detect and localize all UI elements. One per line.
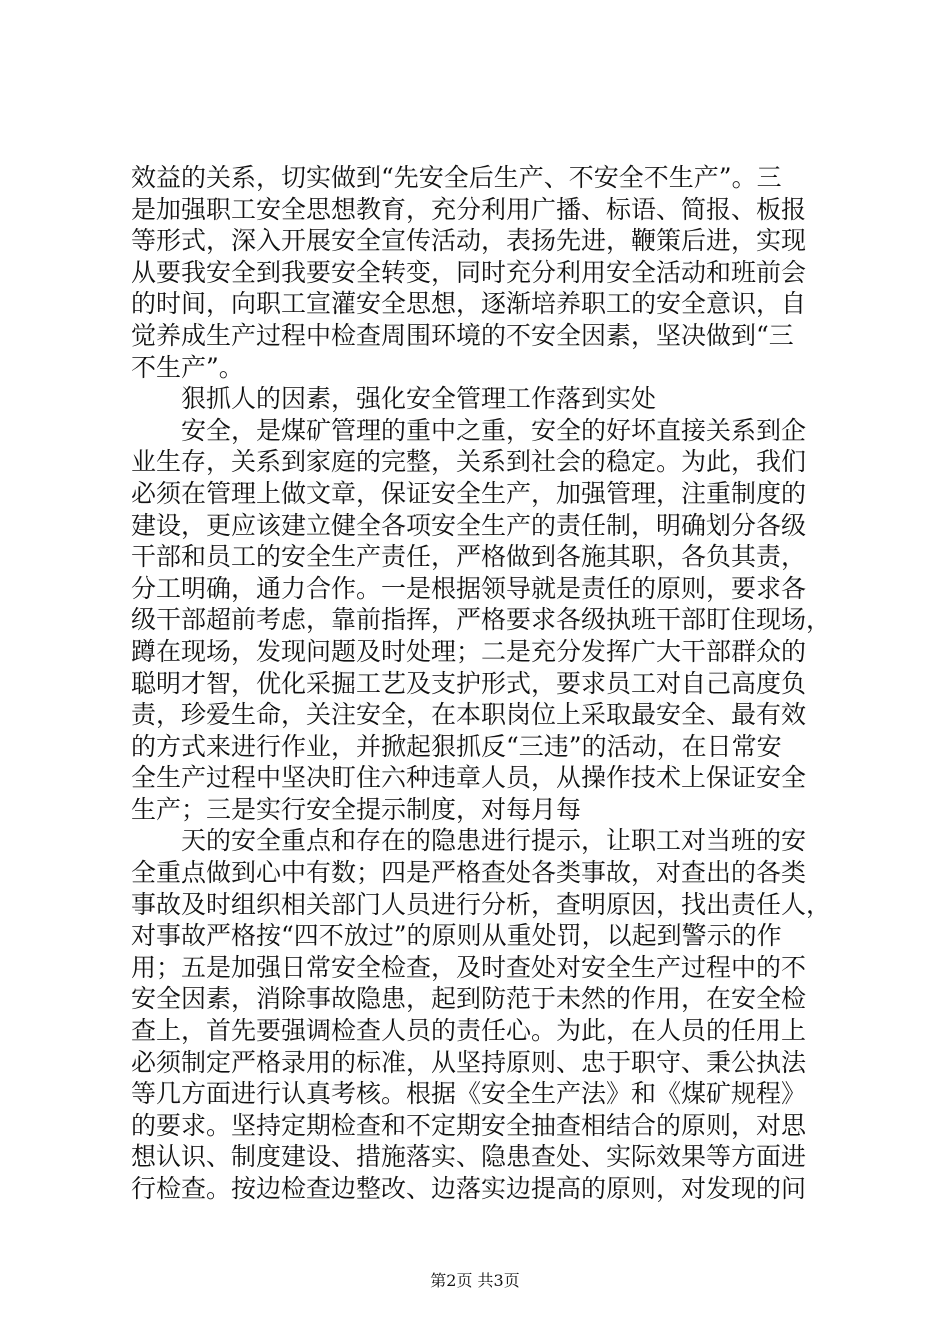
text-line: 蹲在现场，发现问题及时处理；二是充分发挥广大干部群众的 [131, 636, 807, 666]
text-line: 级干部超前考虑，靠前指挥，严格要求各级执班干部盯住现场， [131, 605, 832, 635]
text-line: 是加强职工安全思想教育，充分利用广播、标语、简报、板报 [131, 194, 807, 224]
text-line: 的方式来进行作业，并掀起狠抓反“三违”的活动，在日常安 [131, 731, 782, 761]
text-line: 建设，更应该建立健全各项安全生产的责任制，明确划分各级 [131, 510, 807, 540]
text-line: 分工明确，通力合作。一是根据领导就是责任的原则，要求各 [131, 573, 807, 603]
text-line: 等形式，深入开展安全宣传活动，表扬先进，鞭策后进，实现 [131, 226, 807, 256]
text-line: 聪明才智，优化采掘工艺及支护形式，要求员工对自己高度负 [131, 668, 807, 698]
text-line: 全生产过程中坚决盯住六种违章人员，从操作技术上保证安全 [131, 763, 807, 793]
page-footer [0, 1271, 950, 1291]
body-text [131, 162, 831, 1205]
text-line: 天的安全重点和存在的隐患进行提示，让职工对当班的安 [181, 826, 807, 856]
text-line: 生产；三是实行安全提示制度，对每月每 [131, 794, 582, 824]
page-number-label: 第2页 共3页 [430, 1271, 520, 1290]
text-line: 对事故严格按“四不放过”的原则从重处罚，以起到警示的作 [131, 921, 782, 951]
section-heading: 狠抓人的因素，强化安全管理工作落到实处 [181, 384, 657, 414]
text-line: 的要求。坚持定期检查和不定期安全抽查相结合的原则，对思 [131, 1110, 807, 1140]
text-line: 想认识、制度建设、措施落实、隐患查处、实际效果等方面进 [131, 1142, 807, 1172]
text-line: 安全因素，消除事故隐患，起到防范于未然的作用，在安全检 [131, 984, 807, 1014]
text-line: 责，珍爱生命，关注安全，在本职岗位上采取最安全、最有效 [131, 700, 807, 730]
text-line: 用；五是加强日常安全检查，及时查处对安全生产过程中的不 [131, 952, 807, 982]
text-line: 干部和员工的安全生产责任，严格做到各施其职，各负其责， [131, 542, 807, 572]
text-line: 业生存，关系到家庭的完整，关系到社会的稳定。为此，我们 [131, 447, 807, 477]
text-line: 查上，首先要强调检查人员的责任心。为此，在人员的任用上 [131, 1016, 807, 1046]
text-line: 的时间，向职工宣灌安全思想，逐渐培养职工的安全意识，自 [131, 289, 807, 319]
text-line: 效益的关系，切实做到“先安全后生产、不安全不生产”。三 [131, 163, 782, 192]
text-line: 必须制定严格录用的标准，从坚持原则、忠于职守、秉公执法 [131, 1047, 807, 1077]
text-line: 觉养成生产过程中检查周围环境的不安全因素，坚决做到“三 [131, 320, 794, 350]
text-line: 事故及时组织相关部门人员进行分析，查明原因，找出责任人， [131, 889, 832, 919]
text-line: 安全，是煤矿管理的重中之重，安全的好坏直接关系到企 [181, 415, 807, 445]
text-line: 必须在管理上做文章，保证安全生产，加强管理，注重制度的 [131, 478, 807, 508]
text-line: 不生产”。 [131, 352, 244, 382]
text-line: 从要我安全到我要安全转变，同时充分利用安全活动和班前会 [131, 257, 807, 287]
text-line: 全重点做到心中有数；四是严格查处各类事故，对查出的各类 [131, 858, 807, 888]
text-line: 行检查。按边检查边整改、边落实边提高的原则，对发现的问 [131, 1174, 807, 1203]
text-line: 等几方面进行认真考核。根据《安全生产法》和《煤矿规程》 [131, 1079, 807, 1109]
